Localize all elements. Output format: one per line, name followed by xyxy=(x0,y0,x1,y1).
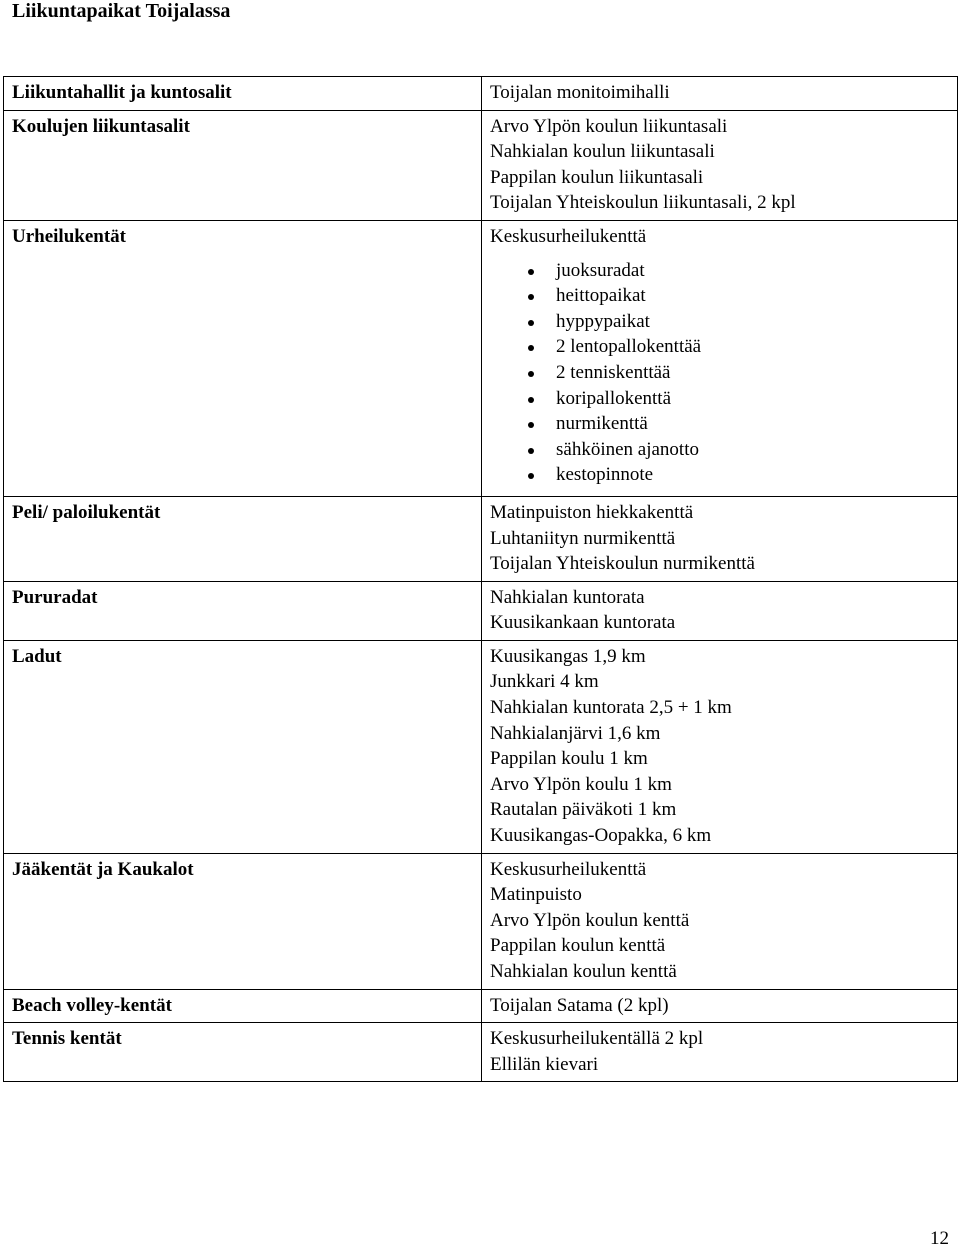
place-item: Luhtaniityn nurmikenttä xyxy=(490,527,676,549)
feature-label: kestopinnote xyxy=(556,464,654,486)
place-item: Arvo Ylpön koulun kenttä xyxy=(490,909,690,931)
bullet-icon xyxy=(528,448,534,454)
place-item: Kuusikangas 1,9 km xyxy=(490,645,646,667)
feature-item xyxy=(528,283,949,309)
feature-label: 2 lentopallokenttää xyxy=(556,336,702,358)
table-row xyxy=(4,496,958,581)
bullet-icon xyxy=(528,294,534,300)
place-item: Nahkialan koulun kenttä xyxy=(490,961,677,982)
feature-item xyxy=(528,386,949,412)
facilities-table xyxy=(3,76,958,1082)
places-cell xyxy=(482,220,958,496)
category-cell: Tennis kentät xyxy=(4,1023,482,1082)
feature-item xyxy=(528,258,949,284)
category-cell: Urheilukentät xyxy=(4,220,482,496)
place-item: Matinpuiston hiekkakenttä xyxy=(490,501,694,523)
bullet-icon xyxy=(528,371,534,377)
category-cell: Beach volley-kentät xyxy=(4,989,482,1023)
place-item: Pappilan koulu 1 km xyxy=(490,748,648,770)
places-cell xyxy=(482,1023,958,1082)
feature-item xyxy=(528,437,949,463)
feature-label: koripallokenttä xyxy=(556,387,672,409)
category-cell: Pururadat xyxy=(4,581,482,640)
feature-item xyxy=(528,360,949,386)
category-cell: Jääkentät ja Kaukalot xyxy=(4,853,482,989)
place-item: Nahkialanjärvi 1,6 km xyxy=(490,722,661,744)
bullet-icon xyxy=(528,345,534,351)
feature-label: heittopaikat xyxy=(556,285,646,307)
place-item: Nahkialan koulun liikuntasali xyxy=(490,141,715,163)
places-cell xyxy=(482,640,958,853)
table-row xyxy=(4,1023,958,1082)
place-item: Arvo Ylpön koulu 1 km xyxy=(490,773,672,795)
table-row xyxy=(4,110,958,220)
places-cell xyxy=(482,110,958,220)
place-item: Ellilän kievari xyxy=(490,1053,599,1075)
places-cell xyxy=(482,853,958,989)
place-item: Kuusikankaan kuntorata xyxy=(490,612,676,634)
page-title: Liikuntapaikat Toijalassa xyxy=(12,0,231,22)
place-item: Toijalan Yhteiskoulun nurmikenttä xyxy=(490,553,755,575)
feature-list xyxy=(490,258,949,488)
category-cell: Koulujen liikuntasalit xyxy=(4,110,482,220)
feature-label: juoksuradat xyxy=(556,259,645,281)
table-row xyxy=(4,989,958,1023)
feature-label: sähköinen ajanotto xyxy=(556,438,699,460)
place-item: Toijalan Yhteiskoulun liikuntasali, 2 kpl xyxy=(490,192,796,214)
place-item: Keskusurheilukentällä 2 kpl xyxy=(490,1028,704,1050)
place-item: Nahkialan kuntorata 2,5 + 1 km xyxy=(490,697,732,719)
category-cell: Ladut xyxy=(4,640,482,853)
bullet-icon xyxy=(528,397,534,403)
table-row xyxy=(4,640,958,853)
place-item: Keskusurheilukenttä xyxy=(490,858,647,880)
place-item: Junkkari 4 km xyxy=(490,671,599,693)
bullet-icon xyxy=(528,320,534,326)
feature-item xyxy=(528,462,949,488)
place-item: Arvo Ylpön koulun liikuntasali xyxy=(490,115,728,137)
place-item: Pappilan koulun kenttä xyxy=(490,935,666,957)
bullet-icon xyxy=(528,422,534,428)
place-item: Kuusikangas-Oopakka, 6 km xyxy=(490,825,712,847)
place-item: Nahkialan kuntorata xyxy=(490,586,645,608)
category-cell: Liikuntahallit ja kuntosalit xyxy=(4,77,482,111)
place-item: Rautalan päiväkoti 1 km xyxy=(490,799,677,821)
place-item: Keskusurheilukenttä xyxy=(490,225,647,247)
places-cell xyxy=(482,77,958,111)
place-item: Pappilan koulun liikuntasali xyxy=(490,166,704,188)
places-cell xyxy=(482,581,958,640)
page-number: 12 xyxy=(930,1228,949,1249)
table-row xyxy=(4,77,958,111)
place-item: Toijalan Satama (2 kpl) xyxy=(490,994,669,1016)
table-row xyxy=(4,220,958,496)
bullet-icon xyxy=(528,473,534,479)
feature-item xyxy=(528,309,949,335)
feature-label: nurmikenttä xyxy=(556,413,648,435)
feature-item xyxy=(528,334,949,360)
place-item: Toijalan monitoimihalli xyxy=(490,82,670,103)
category-cell: Peli/ paloilukentät xyxy=(4,496,482,581)
table-row xyxy=(4,853,958,989)
feature-label: hyppypaikat xyxy=(556,310,650,332)
bullet-icon xyxy=(528,269,534,275)
feature-item xyxy=(528,411,949,437)
table-row xyxy=(4,581,958,640)
place-item: Matinpuisto xyxy=(490,884,582,906)
places-cell xyxy=(482,989,958,1023)
places-cell xyxy=(482,496,958,581)
feature-label: 2 tenniskenttää xyxy=(556,361,671,383)
